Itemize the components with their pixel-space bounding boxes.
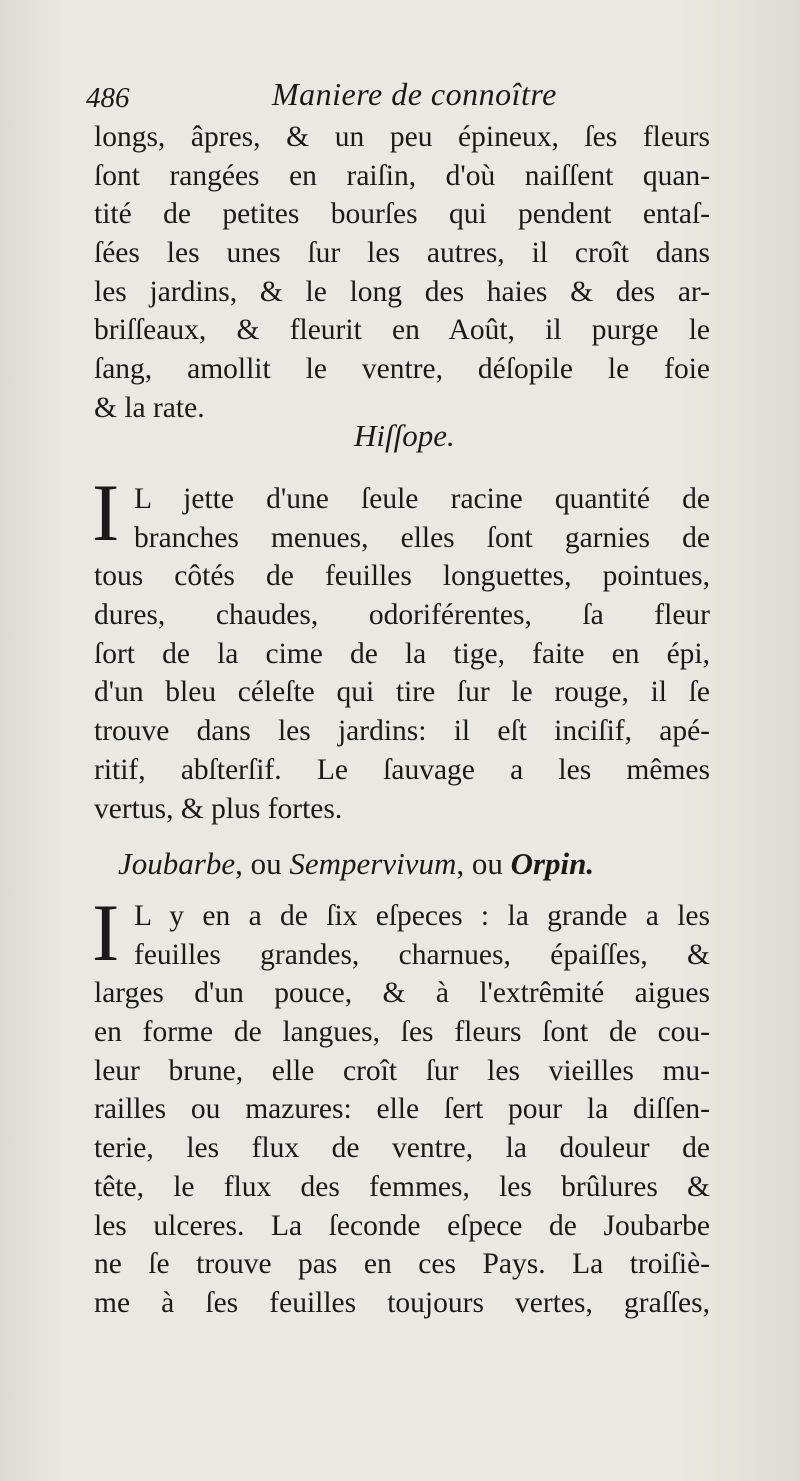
dropcap: I	[92, 467, 120, 558]
text-line: les ulceres. La ſeconde eſpece de Joubarbe	[94, 1209, 710, 1242]
text-line: ſang, amollit le ventre, déſopile le foie	[94, 353, 710, 386]
page-number: 486	[86, 82, 130, 114]
heading-part: Orpin.	[510, 846, 595, 881]
heading-part: , ou	[235, 846, 290, 881]
text-line: branches menues, elles ſont garnies de	[134, 521, 710, 554]
text-line: briſſeaux, & fleurit en Août, il purge le	[94, 314, 710, 347]
text-line: ritif, abſterſif. Le ſauvage a les mêmes	[94, 753, 710, 786]
text-line: & la rate.	[94, 391, 205, 424]
heading-part: Joubarbe	[118, 846, 236, 881]
text-line: vertus, & plus fortes.	[94, 792, 343, 825]
text-line: en forme de langues, ſes fleurs ſont de cou-	[94, 1016, 710, 1049]
dropcap: I	[92, 887, 120, 978]
running-title: Maniere de connoître	[272, 76, 557, 112]
text-line: les jardins, & le long des haies & des ar-	[94, 275, 710, 308]
text-line: d'un bleu céleſte qui tire ſur le rouge, il ſe	[94, 676, 710, 709]
text-line: tous côtés de feuilles longuettes, pointues,	[94, 560, 710, 593]
text-line: ſées les unes ſur les autres, il croît dans	[94, 237, 710, 270]
text-line: larges d'un pouce, & à l'extrêmité aigues	[94, 977, 710, 1010]
text-line: feuilles grandes, charnues, épaiſſes, &	[134, 938, 710, 971]
text-line: L jette d'une ſeule racine quantité de	[134, 483, 710, 515]
text-line: tête, le flux des femmes, les brûlures &	[94, 1170, 710, 1203]
text-line: tité de petites bourſes qui pendent entaſ-	[94, 198, 710, 231]
text-line: L y en a de ſix eſpeces : la grande a les	[134, 900, 710, 932]
text-line: leur brune, elle croît ſur les vieilles mu-	[94, 1054, 710, 1087]
text-line: railles ou mazures: elle ſert pour la diſſen-	[94, 1093, 710, 1126]
text-line: trouve dans les jardins: il eſt inciſif, apé-	[94, 715, 710, 748]
joubarbe-paragraph	[94, 897, 710, 1323]
heading-part: , ou	[456, 846, 511, 881]
section-heading-joubarbe	[118, 846, 594, 882]
continuation-paragraph	[94, 118, 710, 428]
text-line: ne ſe trouve pas en ces Pays. La troiſiè-	[94, 1248, 710, 1281]
text-line: longs, âpres, & un peu épineux, ſes fleurs	[94, 121, 710, 153]
hissope-paragraph	[94, 480, 710, 828]
section-heading-hissope: Hiſſope.	[354, 418, 455, 453]
text-line: me à ſes feuilles toujours vertes, graſſes,	[94, 1286, 710, 1319]
text-line: dures, chaudes, odoriférentes, ſa fleur	[94, 599, 710, 632]
text-line: ſort de la cime de la tige, faite en épi,	[94, 637, 710, 670]
text-line: terie, les flux de ventre, la douleur de	[94, 1132, 710, 1165]
heading-part: Sempervivum	[289, 846, 457, 881]
text-line: ſont rangées en raiſin, d'où naiſſent quan-	[94, 159, 710, 192]
page-header	[86, 76, 706, 120]
